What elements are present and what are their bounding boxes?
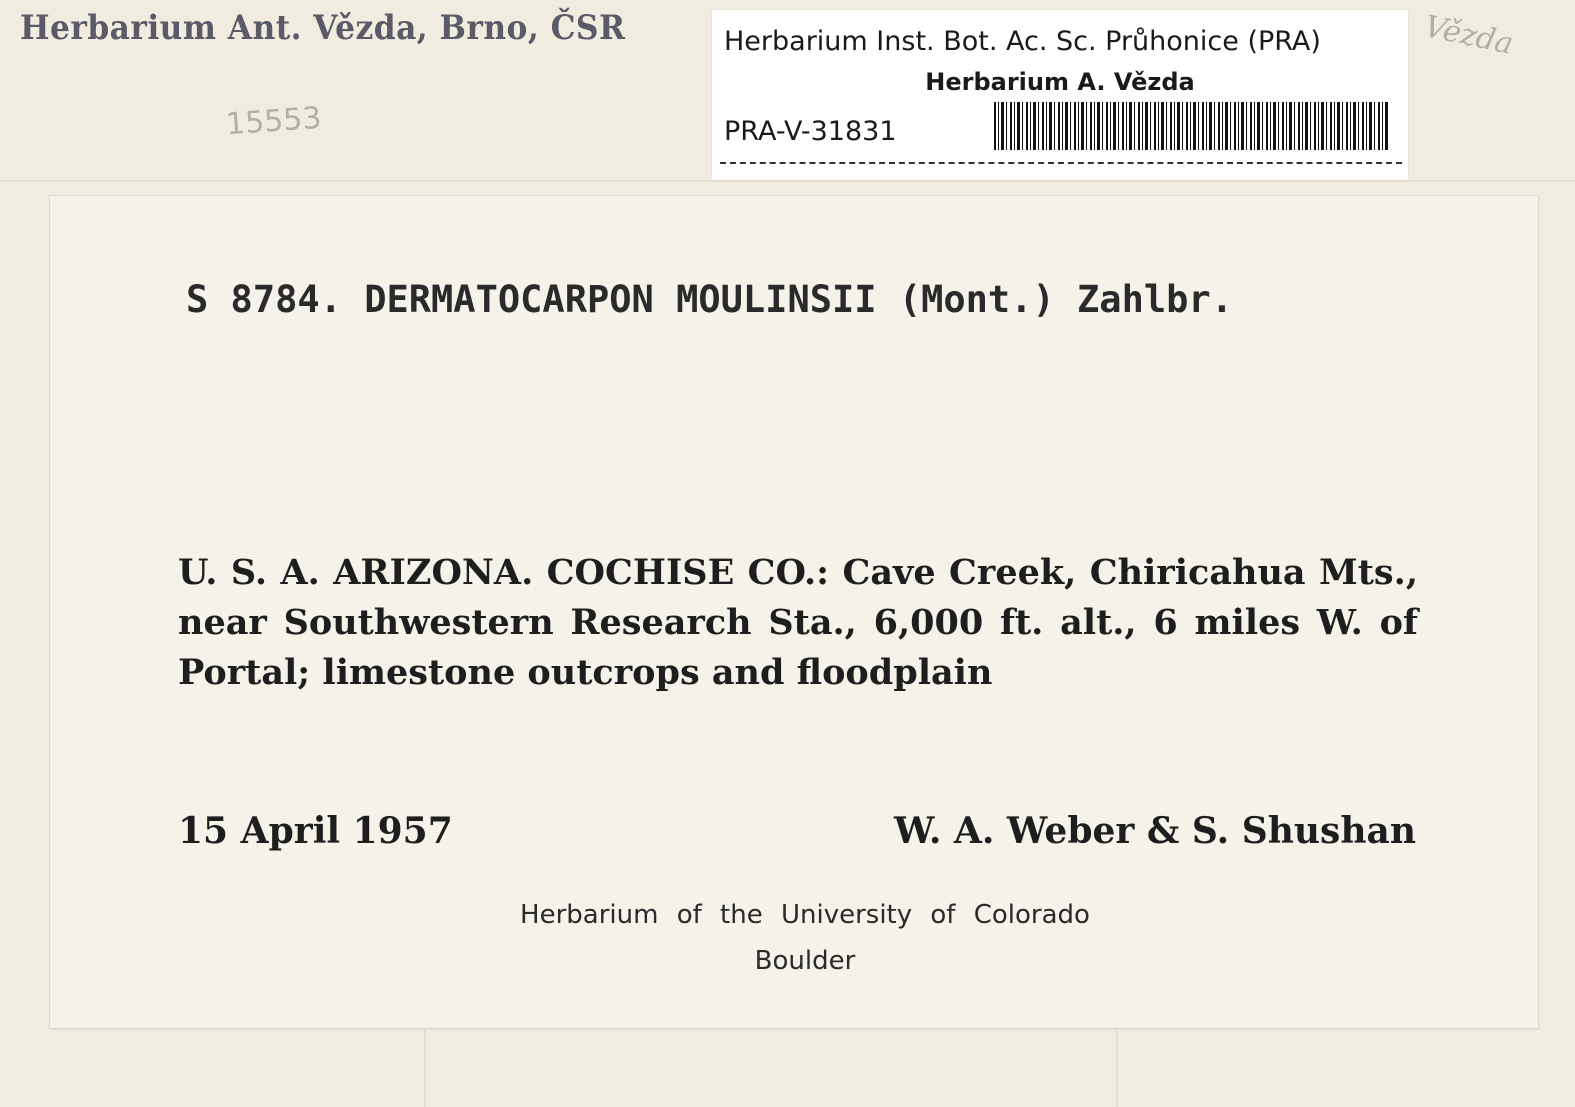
cut-line-divider — [720, 162, 1402, 164]
paper-fold-line — [424, 1030, 426, 1107]
pra-barcode-label — [712, 10, 1408, 180]
barcode — [994, 102, 1388, 150]
source-institution: Herbarium of the University of Colorado — [520, 900, 1090, 930]
specimen-label — [50, 196, 1538, 1028]
herbarium-stamp: Herbarium Ant. Vězda, Brno, ČSR — [20, 8, 626, 48]
pencil-accession-number: 15553 — [224, 100, 323, 143]
pra-institution-name: Herbarium Inst. Bot. Ac. Sc. Průhonice (PRA) — [724, 26, 1321, 57]
pra-collection-name: Herbarium A. Vězda — [925, 68, 1195, 96]
paper-fold-line — [0, 180, 1575, 182]
specimen-id: PRA-V-31831 — [724, 116, 897, 147]
collection-date: 15 April 1957 — [178, 810, 453, 852]
locality-text: U. S. A. ARIZONA. COCHISE CO.: Cave Creek, Chiricahua Mts., near Southwestern Research Sta., 6,000 ft. alt., 6 miles W. of Portal; limestone outcrops and floodplain — [178, 552, 1418, 693]
source-city: Boulder — [754, 946, 856, 976]
collectors: W. A. Weber & S. Shushan — [894, 810, 1416, 852]
pencil-signature: Vězda — [1421, 9, 1517, 62]
paper-fold-line — [1116, 1030, 1118, 1107]
species-name: S 8784. DERMATOCARPON MOULINSII (Mont.) Zahlbr. — [186, 278, 1233, 321]
